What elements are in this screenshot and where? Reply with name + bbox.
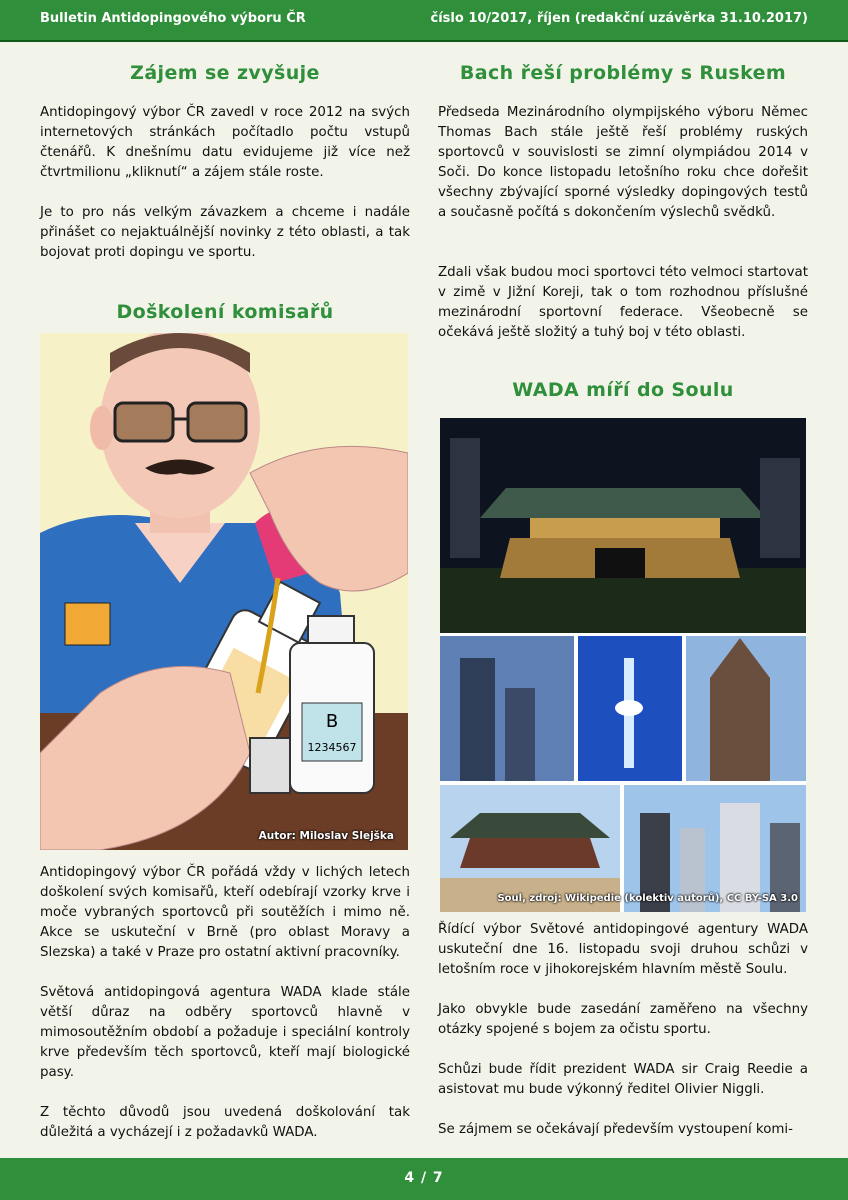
wada-paragraph-3: Schůzi bude řídit prezident WADA sir Craig Reedie a asistovat mu bude výkonný ředitel Olivier Niggli. bbox=[438, 1062, 808, 1097]
bottle-label-number: 1234567 bbox=[307, 741, 357, 754]
section-title-training: Doškolení komisařů bbox=[116, 301, 334, 323]
section-title-wada: WADA míří do Soulu bbox=[512, 379, 734, 401]
seoul-photo-collage bbox=[440, 418, 806, 912]
training-paragraph-3: Z těchto důvodů jsou uvedená doškolování tak důležitá a vycházejí i z požadavků WADA. bbox=[40, 1105, 410, 1140]
issue-info: číslo 10/2017, říjen (redakční uzávěrka 31.10.2017) bbox=[430, 11, 808, 26]
illustration-caption: Autor: Miloslav Slejška bbox=[258, 830, 394, 842]
page-number: 4 / 7 bbox=[404, 1170, 444, 1186]
page-footer bbox=[0, 1158, 848, 1200]
training-paragraph-1: Antidopingový výbor ČR pořádá vždy v lichých letech doškolení svých komisařů, kteří odebírají vzorky krve i moče vybraných sportovců při soutěžích i mimo ně. Akce se uskuteční v Brně (pro oblast Moravy a Slezska) a také v Praze pro ostatní aktivní pracovníky. bbox=[40, 865, 410, 960]
illustration-drawing bbox=[40, 333, 408, 850]
interest-paragraph-2: Je to pro nás velkým závazkem a chceme i nadále přinášet co nejaktuálnější novinky z této oblasti, a tak bojovat proti dopingu ve sportu. bbox=[40, 205, 410, 260]
collage-caption: Soul, zdroj: Wikipedie (kolektiv autorů), CC BY-SA 3.0 bbox=[497, 893, 798, 904]
bottle-label-letter: B bbox=[325, 711, 339, 732]
section-title-interest: Zájem se zvyšuje bbox=[130, 62, 320, 84]
interest-paragraph-1: Antidopingový výbor ČR zavedl v roce 2012 na svých internetových stránkách počítadlo počtu vstupů čtenářů. K dnešnímu datu evidujeme již více než čtvrtmilionu „kliknutí“ a zájem stále roste. bbox=[40, 105, 410, 180]
wada-paragraph-1: Řídící výbor Světové antidopingové agentury WADA uskuteční dne 16. listopadu svoji druhou schůzi v letošním roce v jihokorejském hlavním městě Soulu. bbox=[438, 922, 808, 977]
wada-paragraph-4: Se zájmem se očekávají především vystoupení komi- bbox=[438, 1122, 793, 1137]
seoul-collage-drawing bbox=[440, 418, 806, 912]
bulletin-title: Bulletin Antidopingového výboru ČR bbox=[40, 11, 306, 26]
bach-paragraph-1: Předseda Mezinárodního olympijského výboru Němec Thomas Bach stále ještě řeší problémy ruských sportovců v souvislosti se zimní olympiádou 2014 v Soči. Do konce listopadu letošního roku chce dořešit všechny zbývající sporné výsledky dopingových testů a současně počítá s dokončením výslechů svědků. bbox=[438, 105, 808, 220]
section-title-bach: Bach řeší problémy s Ruskem bbox=[459, 62, 787, 84]
bulletin-header bbox=[0, 0, 848, 42]
training-paragraph-2: Světová antidopingová agentura WADA klade stále větší důraz na odběry sportovců hlavně v mimosoutěžním období a požaduje i speciální kontroly krve především těch sportovců, kteří mají biologické pasy. bbox=[40, 985, 410, 1080]
bach-paragraph-2: Zdali však budou moci sportovci této velmoci startovat v zimě v Jižní Koreji, tak o tom rozhodnou příslušné mezinárodní sportovní federace. Všeobecně se očekává ještě složitý a tuhý boj v této oblasti. bbox=[438, 265, 808, 340]
doping-illustration bbox=[40, 333, 408, 850]
wada-paragraph-2: Jako obvykle bude zasedání zaměřeno na všechny otázky spojené s bojem za očistu sportu. bbox=[438, 1002, 808, 1037]
